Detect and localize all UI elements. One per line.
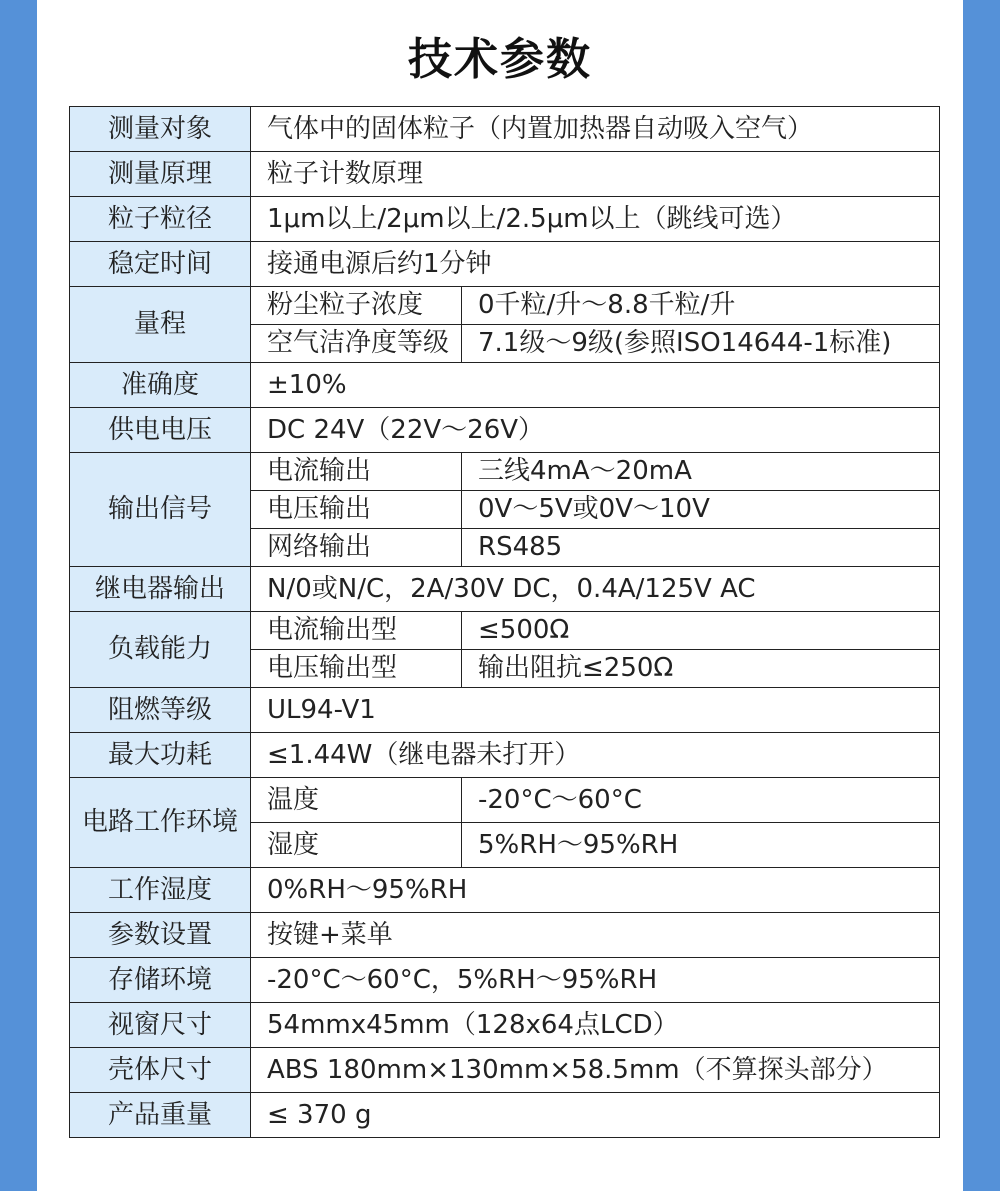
sub-value: 5%RH～95%RH	[462, 823, 940, 868]
row-label: 测量原理	[70, 152, 251, 197]
row-value: 54mmx45mm（128x64点LCD）	[251, 1003, 940, 1048]
spec-row-working-humidity	[70, 868, 940, 913]
right-accent-bar	[963, 0, 1000, 1191]
row-value: 0%RH～95%RH	[251, 868, 940, 913]
row-value: DC 24V（22V～26V）	[251, 408, 940, 453]
spec-row-accuracy	[70, 363, 940, 408]
sub-name: 网络输出	[251, 529, 462, 567]
row-value: 接通电源后约1分钟	[251, 242, 940, 287]
row-value: -20°C～60°C，5%RH～95%RH	[251, 958, 940, 1003]
row-label: 产品重量	[70, 1093, 251, 1138]
sub-value: 7.1级～9级(参照ISO14644-1标准)	[462, 325, 940, 363]
sub-name: 电流输出型	[251, 612, 462, 650]
spec-row-storage-env	[70, 958, 940, 1003]
row-label: 阻燃等级	[70, 688, 251, 733]
spec-row-housing-size	[70, 1048, 940, 1093]
row-label: 最大功耗	[70, 733, 251, 778]
spec-row-measure-object	[70, 107, 940, 152]
sub-value: 0千粒/升～8.8千粒/升	[462, 287, 940, 325]
sub-value: 输出阻抗≤250Ω	[462, 650, 940, 688]
sub-name: 空气洁净度等级	[251, 325, 462, 363]
row-label: 供电电压	[70, 408, 251, 453]
spec-row-range	[70, 287, 940, 325]
sub-name: 粉尘粒子浓度	[251, 287, 462, 325]
row-label: 负载能力	[70, 612, 251, 688]
row-value: ≤1.44W（继电器未打开）	[251, 733, 940, 778]
sub-value: 三线4mA～20mA	[462, 453, 940, 491]
row-value: ≤ 370 g	[251, 1093, 940, 1138]
row-label: 存储环境	[70, 958, 251, 1003]
sub-name: 电压输出型	[251, 650, 462, 688]
row-label: 粒子粒径	[70, 197, 251, 242]
spec-row-relay-output	[70, 567, 940, 612]
row-label: 输出信号	[70, 453, 251, 567]
row-value: 按键+菜单	[251, 913, 940, 958]
spec-row-param-settings	[70, 913, 940, 958]
spec-row-circuit-env	[70, 778, 940, 823]
row-label: 视窗尺寸	[70, 1003, 251, 1048]
row-label: 准确度	[70, 363, 251, 408]
row-label: 稳定时间	[70, 242, 251, 287]
sub-value: ≤500Ω	[462, 612, 940, 650]
spec-row-supply-voltage	[70, 408, 940, 453]
spec-row-load-capacity	[70, 612, 940, 650]
row-label: 参数设置	[70, 913, 251, 958]
sub-name: 电流输出	[251, 453, 462, 491]
sub-name: 湿度	[251, 823, 462, 868]
row-value: 气体中的固体粒子（内置加热器自动吸入空气）	[251, 107, 940, 152]
row-label: 电路工作环境	[70, 778, 251, 868]
spec-row-max-power	[70, 733, 940, 778]
page-title: 技术参数	[408, 34, 592, 85]
row-value: 1μm以上/2μm以上/2.5μm以上（跳线可选）	[251, 197, 940, 242]
row-label: 测量对象	[70, 107, 251, 152]
spec-row-stable-time	[70, 242, 940, 287]
row-label: 量程	[70, 287, 251, 363]
sub-value: -20°C～60°C	[462, 778, 940, 823]
row-label: 继电器输出	[70, 567, 251, 612]
row-value: UL94-V1	[251, 688, 940, 733]
spec-row-flame-rating	[70, 688, 940, 733]
row-label: 工作湿度	[70, 868, 251, 913]
spec-row-output-signal	[70, 453, 940, 491]
spec-row-weight	[70, 1093, 940, 1138]
row-value: N/0或N/C，2A/30V DC，0.4A/125V AC	[251, 567, 940, 612]
spec-row-window-size	[70, 1003, 940, 1048]
sub-value: 0V～5V或0V～10V	[462, 491, 940, 529]
sub-name: 温度	[251, 778, 462, 823]
row-value: 粒子计数原理	[251, 152, 940, 197]
spec-table	[69, 106, 940, 1138]
left-accent-bar	[0, 0, 37, 1191]
spec-row-principle	[70, 152, 940, 197]
row-label: 壳体尺寸	[70, 1048, 251, 1093]
sub-value: RS485	[462, 529, 940, 567]
sub-name: 电压输出	[251, 491, 462, 529]
row-value: ABS 180mm×130mm×58.5mm（不算探头部分）	[251, 1048, 940, 1093]
spec-row-particle-size	[70, 197, 940, 242]
row-value: ±10%	[251, 363, 940, 408]
